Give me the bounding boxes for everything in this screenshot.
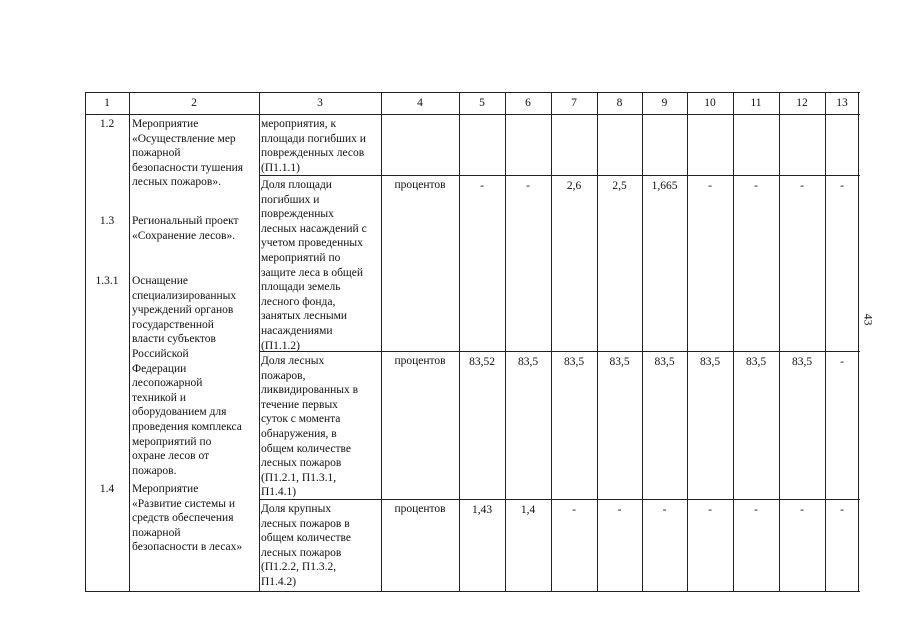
header-cell: 8 [616, 97, 623, 109]
row-number: 1.4 [99, 483, 115, 495]
indicator-cell: Доля лесных пожаров, ликвидированных в течение первых суток с момента обнаружения, в общем количестве лесных пожаров (П1.2.1, П1.3.1, П1.4.1) [261, 355, 359, 499]
unit-cell: процентов [394, 503, 446, 515]
table-border-top [85, 92, 860, 93]
value-cell: 83,5 [699, 356, 721, 368]
header-cell: 6 [525, 97, 531, 109]
value-cell: - [800, 180, 804, 192]
value-cell: - [617, 504, 622, 516]
value-cell: 83,52 [469, 356, 495, 368]
header-cell: 1 [104, 97, 110, 109]
header-cell: 3 [317, 97, 323, 109]
value-cell: 83,5 [745, 356, 767, 368]
value-cell: - [662, 504, 667, 516]
header-divider [85, 114, 860, 115]
value-cell: 2,6 [566, 180, 582, 192]
unit-cell: процентов [394, 355, 446, 367]
row-number: 1.3.1 [95, 275, 119, 287]
column-divider [642, 92, 643, 592]
header-cell: 2 [191, 97, 197, 109]
row-number: 1.3 [99, 215, 115, 227]
value-cell: - [708, 504, 712, 516]
value-cell: - [840, 356, 844, 368]
unit-cell: процентов [394, 179, 446, 191]
column-divider [597, 92, 598, 592]
project-name: Региональный проект «Сохранение лесов». [132, 215, 239, 242]
measure-name: Мероприятие «Осуществление мер пожарной безопасности тушения лесных пожаров». [132, 118, 244, 189]
value-cell: - [840, 180, 844, 192]
indicator-cell: Доля площади погибших и поврежденных лесных насаждений с учетом проведенных мероприятий по защите леса в общей площади земель лесного фонда, занятых лесными насаждениями (П1.1.2) [261, 179, 367, 352]
value-cell: - [840, 504, 844, 516]
row-number: 1.2 [99, 118, 115, 130]
column-divider [381, 92, 382, 592]
measure-name: Оснащение специализированных учреждений органов государственной власти субъектов Российской Федерации лесопожарной техникой и оборудованием для проведения комплекса мероприятий по охране лесов от пожаров. [132, 275, 242, 477]
value-cell: - [572, 504, 576, 516]
indicator-cell: Доля крупных лесных пожаров в общем количестве лесных пожаров (П1.2.2, П1.3.2, П1.4.2) [261, 503, 351, 588]
column-divider [459, 92, 460, 592]
header-cell: 10 [704, 97, 716, 109]
value-cell: 83,5 [791, 356, 813, 368]
table-border-bottom [85, 591, 860, 592]
page-number: 43 [861, 313, 876, 326]
header-cell: 11 [750, 97, 762, 109]
value-cell: 83,5 [563, 356, 585, 368]
value-cell: 83,5 [517, 356, 539, 368]
column-divider [825, 92, 826, 592]
value-cell: - [800, 504, 804, 516]
value-cell: 83,5 [609, 356, 630, 368]
column-divider [129, 92, 130, 592]
value-cell: - [754, 180, 758, 192]
header-cell: 7 [571, 97, 577, 109]
header-cell: 9 [661, 97, 668, 109]
indicator-cell: мероприятия, к площади погибших и поврежденных лесов (П1.1.1) [261, 118, 366, 174]
header-cell: 4 [417, 97, 423, 109]
value-cell: - [526, 180, 530, 192]
column-divider [687, 92, 688, 592]
measure-name: Мероприятие «Развитие системы и средств обеспечения пожарной безопасности в лесах» [132, 483, 243, 554]
value-cell: - [480, 180, 484, 192]
value-cell: 83,5 [654, 356, 675, 368]
value-cell: 1,4 [520, 504, 536, 516]
indicators-table [85, 92, 859, 591]
column-divider [505, 92, 506, 592]
column-divider [858, 92, 859, 592]
header-cell: 12 [796, 97, 808, 109]
column-divider [779, 92, 780, 592]
column-divider [85, 92, 86, 592]
value-cell: - [754, 504, 758, 516]
value-cell: - [708, 180, 712, 192]
value-cell: 2,5 [612, 180, 627, 192]
column-divider [733, 92, 734, 592]
header-cell: 13 [836, 97, 848, 109]
column-divider [551, 92, 552, 592]
value-cell: 1,43 [471, 504, 493, 516]
value-cell: 1,665 [651, 180, 678, 192]
header-cell: 5 [479, 97, 485, 109]
